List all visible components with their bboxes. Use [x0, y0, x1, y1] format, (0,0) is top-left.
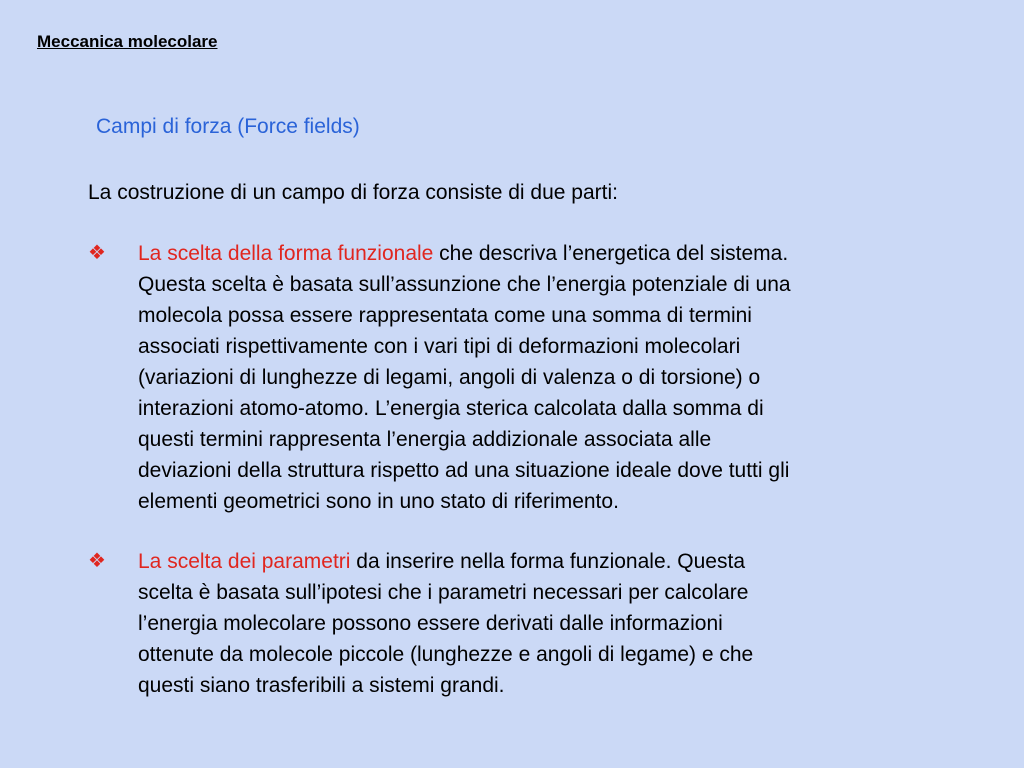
bullet-line: molecola possa essere rappresentata come una somma di termini — [138, 304, 752, 327]
bullet-text — [138, 238, 943, 517]
bullet-line: ottenute da molecole piccole (lunghezze e angoli di legame) e che — [138, 643, 754, 666]
diamond-bullet-icon: ❖ — [88, 242, 106, 264]
bullet-line: questi siano trasferibili a sistemi grandi. — [138, 674, 505, 697]
bullet-text — [138, 546, 943, 701]
header-title: Meccanica molecolare — [37, 32, 218, 51]
bullet-line: l’energia molecolare possono essere derivati dalle informazioni — [138, 612, 723, 635]
bullet-line-text: da inserire nella forma funzionale. Questa — [350, 550, 746, 573]
bullet-line: questi termini rappresenta l’energia addizionale associata alle — [138, 428, 712, 451]
bullet-line: deviazioni della struttura rispetto ad una situazione ideale dove tutti gli — [138, 459, 790, 482]
bullet-line — [138, 238, 943, 269]
bullet-line: Questa scelta è basata sull’assunzione che l’energia potenziale di una — [138, 273, 791, 296]
bullet-line: (variazioni di lunghezze di legami, angoli di valenza o di torsione) o — [138, 366, 761, 389]
bullet-highlight: La scelta dei parametri — [138, 550, 351, 573]
bullet-line: elementi geometrici sono in uno stato di riferimento. — [138, 490, 619, 513]
slide-subtitle: Campi di forza (Force fields) — [96, 115, 360, 138]
diamond-bullet-icon: ❖ — [88, 550, 106, 572]
bullet-line: interazioni atomo-atomo. L’energia sterica calcolata dalla somma di — [138, 397, 764, 420]
bullet-line: scelta è basata sull’ipotesi che i parametri necessari per calcolare — [138, 581, 749, 604]
bullet-highlight: La scelta della forma funzionale — [138, 242, 434, 265]
bullet-line-text: che descriva l’energetica del sistema. — [433, 242, 789, 265]
intro-text: La costruzione di un campo di forza consiste di due parti: — [88, 181, 618, 204]
bullet-line — [138, 546, 943, 577]
bullet-line: associati rispettivamente con i vari tipi di deformazioni molecolari — [138, 335, 741, 358]
